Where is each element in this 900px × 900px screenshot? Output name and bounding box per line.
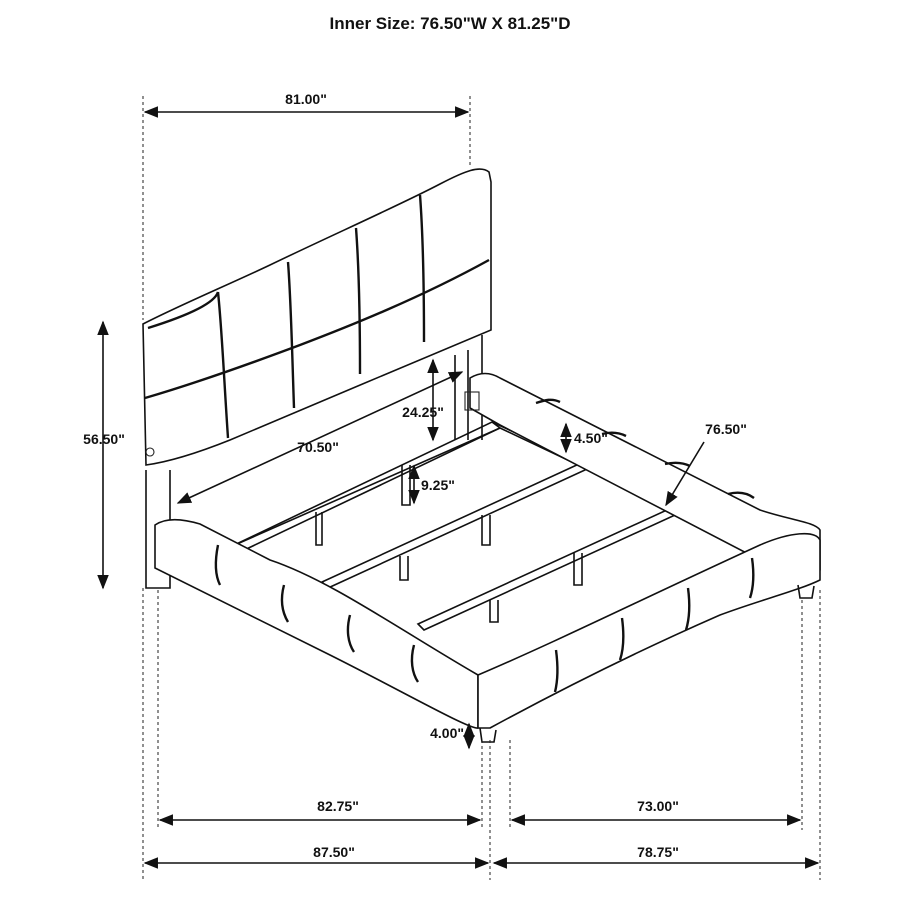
dim-leg-height: 4.00" bbox=[430, 725, 464, 741]
dim-inner-depth: 82.75" bbox=[317, 798, 359, 814]
dim-total-height: 56.50" bbox=[83, 431, 125, 447]
dim-overall-width: 78.75" bbox=[637, 844, 679, 860]
dim-slat-height: 9.25" bbox=[421, 477, 455, 493]
dim-inner-side: 73.00" bbox=[637, 798, 679, 814]
dim-rail-height: 4.50" bbox=[574, 430, 608, 446]
dim-headboard-clearance: 24.25" bbox=[402, 404, 444, 420]
dim-overall-length: 87.50" bbox=[313, 844, 355, 860]
dim-inner-length: 76.50" bbox=[705, 421, 747, 437]
inner-size-title: Inner Size: 76.50"W X 81.25"D bbox=[329, 14, 571, 33]
foot-rail bbox=[155, 520, 820, 742]
dim-inner-width: 70.50" bbox=[297, 439, 339, 455]
dim-headboard-width: 81.00" bbox=[285, 91, 327, 107]
